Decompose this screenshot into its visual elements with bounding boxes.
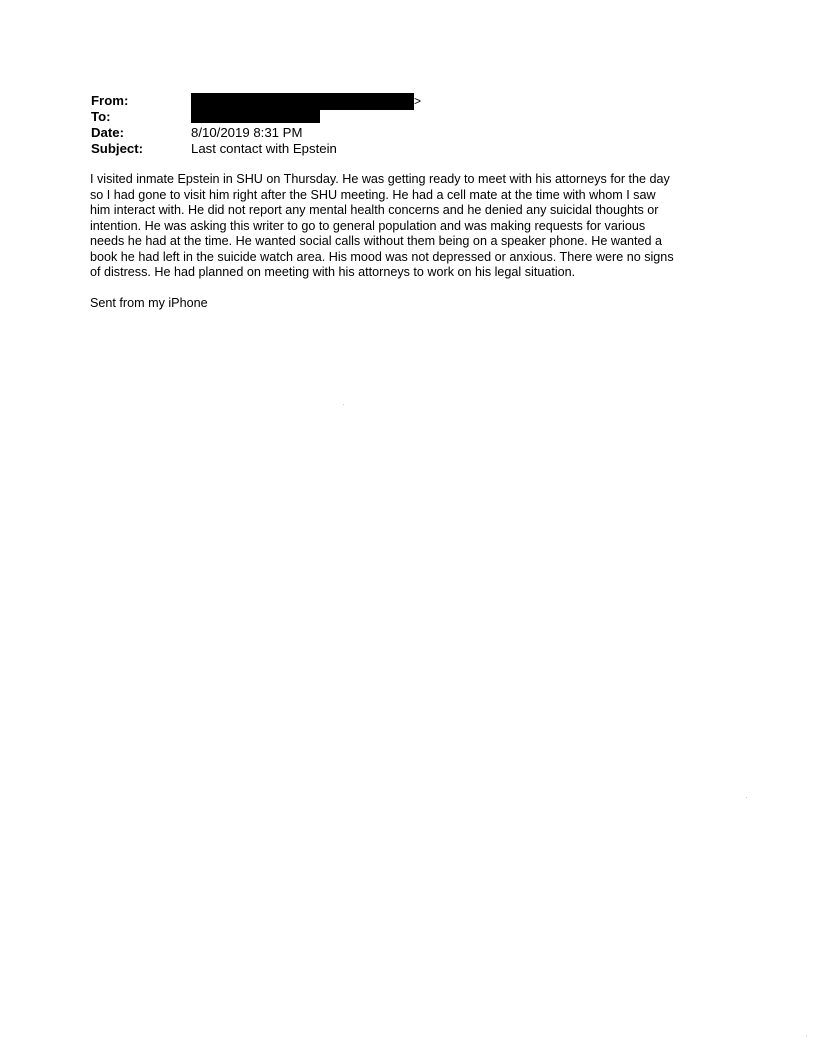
- email-body: [90, 172, 720, 281]
- to-redaction-block: [191, 109, 320, 123]
- date-value: 8/10/2019 8:31 PM: [191, 125, 303, 140]
- from-redaction-block: [191, 93, 414, 110]
- email-header: [91, 93, 731, 157]
- body-line: book he had left in the suicide watch area. His mood was not depressed or anxious. There were no signs: [90, 249, 674, 264]
- body-line: him interact with. He did not report any mental health concerns and he denied any suicidal thoughts or: [90, 203, 659, 217]
- from-trailing-bracket: >: [414, 94, 422, 108]
- to-label: To:: [91, 109, 111, 124]
- scan-speck: [343, 404, 344, 405]
- from-row: [91, 93, 731, 109]
- body-line: intention. He was asking this writer to go to general population and was making requests for various: [90, 218, 646, 233]
- email-signature: Sent from my iPhone: [90, 296, 208, 310]
- scan-speck: [746, 797, 747, 798]
- body-paragraph: [90, 172, 720, 281]
- body-line: needs he had at the time. He wanted social calls without them being on a speaker phone. He wanted a: [90, 234, 662, 248]
- date-row: [91, 125, 731, 141]
- date-label: Date:: [91, 125, 124, 140]
- subject-row: [91, 141, 731, 157]
- body-line: so I had gone to visit him right after the SHU meeting. He had a cell mate at the time with whom I saw: [90, 187, 656, 202]
- scan-speck: [806, 1035, 807, 1036]
- subject-label: Subject:: [91, 141, 144, 156]
- to-row: [91, 109, 731, 125]
- from-label: From:: [91, 93, 129, 108]
- subject-value: Last contact with Epstein: [191, 141, 337, 156]
- body-line: I visited inmate Epstein in SHU on Thursday. He was getting ready to meet with his attorneys for the day: [90, 172, 670, 186]
- body-line: of distress. He had planned on meeting with his attorneys to work on his legal situation.: [90, 265, 576, 279]
